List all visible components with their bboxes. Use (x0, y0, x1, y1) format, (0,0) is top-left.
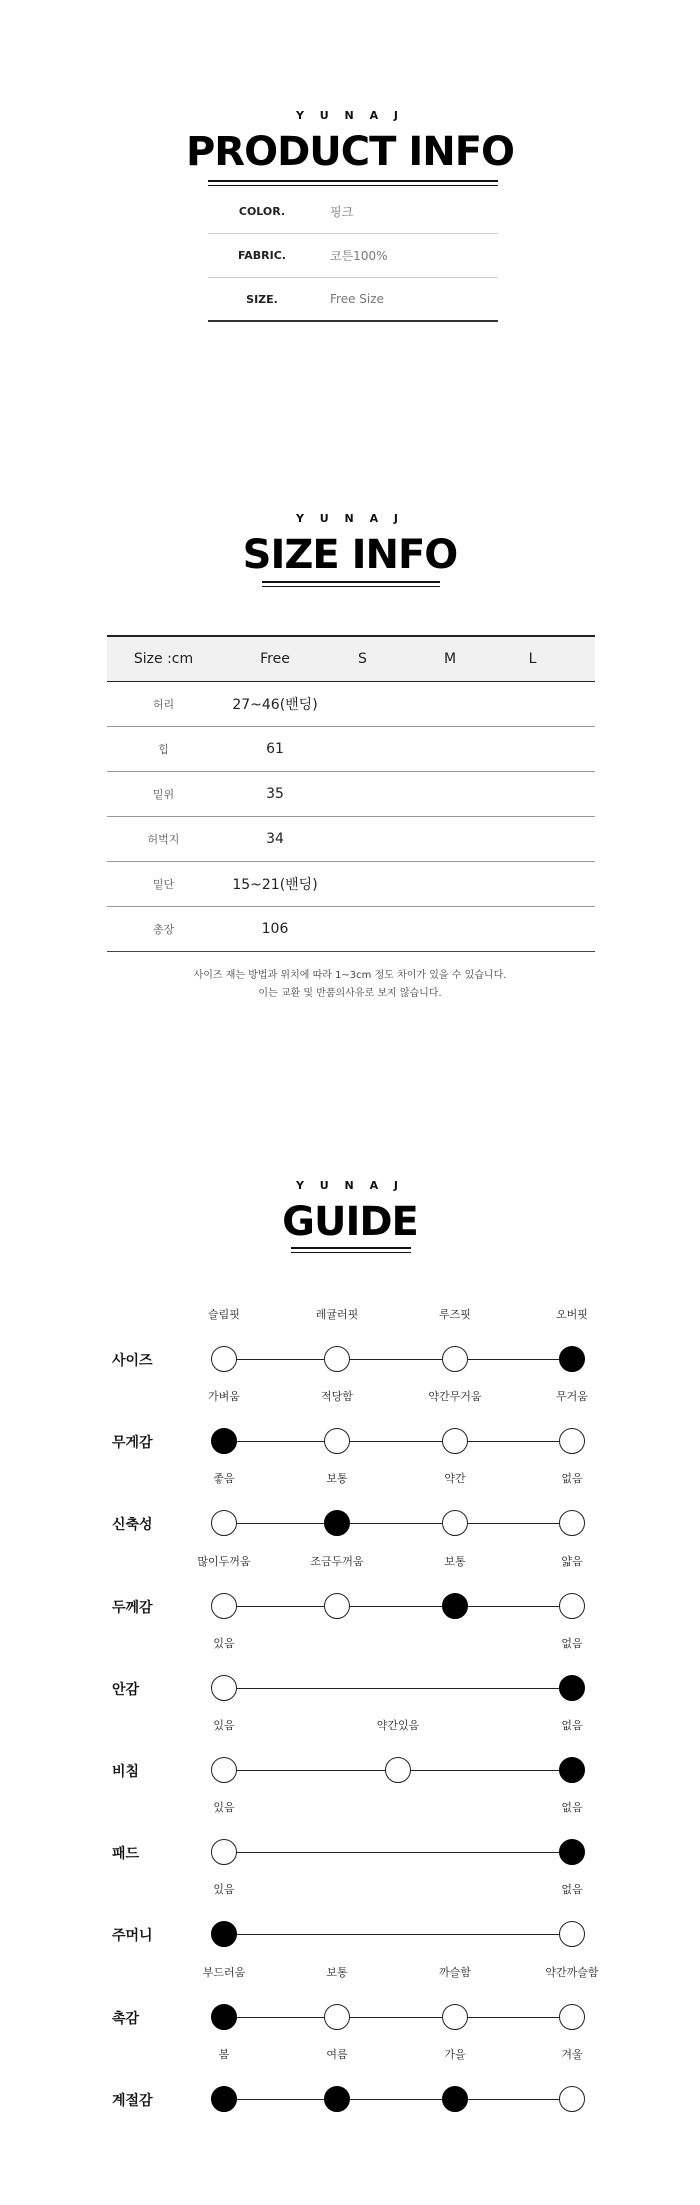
guide-option-label: 루즈핏 (439, 1308, 471, 1321)
guide-dot (442, 1346, 468, 1372)
size-note (0, 967, 700, 1003)
guide-dot (211, 1510, 237, 1536)
guide-option-label: 있음 (213, 1719, 235, 1732)
product-info-key: FABRIC. (238, 249, 286, 262)
size-row-label: 허리 (152, 698, 175, 711)
guide-row-label: 비침 (112, 1764, 140, 1780)
guide-row (0, 1553, 700, 1637)
guide-dot-selected (559, 1675, 585, 1701)
brand-label: Y U N A J (295, 1179, 405, 1192)
guide-row-label: 패드 (112, 1846, 140, 1862)
guide-dot (559, 1428, 585, 1454)
guide-option-label: 보통 (444, 1555, 466, 1568)
guide-option-label: 가을 (444, 2048, 466, 2061)
size-cell-free: 35 (266, 786, 284, 802)
size-row-label: 밑위 (152, 788, 175, 801)
product-info-row-fabric (208, 234, 498, 278)
guide-option-label: 약간있음 (376, 1719, 420, 1732)
guide-scale-line (224, 1523, 572, 1524)
guide-row-label: 무게감 (112, 1435, 153, 1451)
guide-option-label: 슬림핏 (208, 1308, 240, 1321)
size-table-row (107, 727, 595, 772)
product-info-value: Free Size (330, 292, 384, 306)
guide-scale-line (224, 1359, 572, 1360)
size-note-line: 이는 교환 및 반품의사유로 보지 않습니다. (258, 988, 442, 999)
guide-option-label: 약간 (444, 1472, 466, 1485)
guide-option-label: 없음 (561, 1801, 583, 1814)
size-row-label: 힙 (158, 743, 169, 756)
brand-label: Y U N A J (295, 512, 405, 525)
size-header-cell: L (528, 651, 537, 667)
size-cell-free: 15~21(밴딩) (232, 877, 318, 893)
guide-row (0, 1470, 700, 1554)
guide-dot-selected (559, 1839, 585, 1865)
size-header-cell: S (358, 651, 367, 667)
guide-row-label: 촉감 (112, 2011, 140, 2027)
size-table-row (107, 772, 595, 817)
guide-dot (559, 1510, 585, 1536)
guide-dot (442, 1510, 468, 1536)
product-info-table (208, 190, 498, 322)
product-info-title: PRODUCT INFO (185, 129, 515, 175)
guide-dot (324, 2004, 350, 2030)
guide-row-label: 두께감 (112, 1600, 153, 1616)
guide-row (0, 1881, 700, 1965)
brand-label: Y U N A J (295, 109, 405, 122)
size-header-cell: M (443, 651, 457, 667)
guide-option-label: 좋음 (213, 1472, 235, 1485)
guide-row-label: 주머니 (112, 1928, 153, 1944)
guide-option-label: 약간무거움 (428, 1390, 482, 1403)
guide-dot (324, 1593, 350, 1619)
guide-dot (559, 2086, 585, 2112)
size-note-line: 사이즈 재는 방법과 위치에 따라 1~3cm 정도 차이가 있을 수 있습니다. (193, 970, 507, 981)
guide-scale-line (224, 2017, 572, 2018)
guide-option-label: 약간까슬함 (545, 1966, 599, 1979)
guide-row (0, 2046, 700, 2130)
guide-row (0, 1635, 700, 1719)
guide-option-label: 가벼움 (208, 1390, 240, 1403)
guide-dot-selected (324, 1510, 350, 1536)
guide-scale-line (224, 1852, 572, 1853)
guide-dot (211, 1675, 237, 1701)
size-info-table (107, 635, 595, 952)
guide-option-label: 조금두꺼움 (310, 1555, 364, 1568)
size-cell-free: 61 (266, 741, 284, 757)
guide-row (0, 1388, 700, 1472)
guide-scale-line (224, 1688, 572, 1689)
product-info-row-color (208, 190, 498, 234)
guide-scale-line (224, 2099, 572, 2100)
guide-option-label: 없음 (561, 1472, 583, 1485)
guide-option-label: 까슬함 (439, 1966, 471, 1979)
size-cell-free: 34 (266, 831, 284, 847)
guide-row (0, 1799, 700, 1883)
guide-option-label: 있음 (213, 1801, 235, 1814)
guide-option-label: 많이두꺼움 (197, 1555, 251, 1568)
guide-option-label: 부드러움 (202, 1966, 246, 1979)
guide-dot-selected (442, 1593, 468, 1619)
guide-option-label: 있음 (213, 1637, 235, 1650)
guide-option-label: 없음 (561, 1719, 583, 1732)
size-header-cell: Free (260, 651, 290, 667)
guide-dot (211, 1839, 237, 1865)
guide-dot (211, 1346, 237, 1372)
guide-row (0, 1964, 700, 2048)
size-row-label: 허벅지 (147, 833, 180, 846)
product-info-value: 핑크 (330, 205, 354, 219)
guide-option-label: 있음 (213, 1883, 235, 1896)
guide-dot-selected (442, 2086, 468, 2112)
guide-option-label: 무거움 (556, 1390, 588, 1403)
product-info-key: COLOR. (238, 205, 286, 218)
size-table-row (107, 817, 595, 862)
guide-dot-selected (559, 1346, 585, 1372)
guide-dot-selected (211, 2004, 237, 2030)
guide-option-label: 여름 (326, 2048, 348, 2061)
guide-option-label: 오버핏 (556, 1308, 588, 1321)
guide-dot (211, 1593, 237, 1619)
guide-dot (559, 1921, 585, 1947)
guide-option-label: 겨울 (561, 2048, 583, 2061)
size-table-row (107, 907, 595, 952)
size-table-row (107, 862, 595, 907)
guide-dot (324, 1346, 350, 1372)
guide-dot-selected (211, 2086, 237, 2112)
guide-row-label: 안감 (112, 1682, 140, 1698)
guide-scale-line (224, 1606, 572, 1607)
size-info-title: SIZE INFO (242, 532, 458, 578)
guide-row-label: 신축성 (112, 1517, 153, 1533)
guide-dot-selected (211, 1921, 237, 1947)
guide-dot-selected (211, 1428, 237, 1454)
guide-dot-selected (559, 1757, 585, 1783)
size-row-label: 총장 (152, 923, 175, 936)
guide-row (0, 1306, 700, 1390)
guide-row (0, 1717, 700, 1801)
guide-dot (385, 1757, 411, 1783)
size-cell-free: 27~46(밴딩) (232, 697, 318, 713)
guide-dot (211, 1757, 237, 1783)
product-info-row-size (208, 278, 498, 322)
guide-option-label: 얇음 (561, 1555, 583, 1568)
size-cell-free: 106 (261, 921, 289, 937)
guide-dot-selected (324, 2086, 350, 2112)
guide-scale-line (224, 1441, 572, 1442)
guide-dot (559, 1593, 585, 1619)
guide-option-label: 봄 (218, 2048, 230, 2061)
product-info-value: 코튼100% (330, 249, 388, 263)
product-info-key: SIZE. (246, 292, 278, 306)
guide-option-label: 적당함 (321, 1390, 353, 1403)
guide-option-label: 레귤러핏 (315, 1308, 359, 1321)
guide-scale-line (224, 1934, 572, 1935)
guide-option-label: 없음 (561, 1637, 583, 1650)
guide-option-label: 보통 (326, 1966, 348, 1979)
guide-dot (442, 1428, 468, 1454)
guide-option-label: 없음 (561, 1883, 583, 1896)
size-header-cell: Size :cm (133, 651, 194, 667)
size-row-label: 밑단 (152, 878, 175, 891)
size-table-header (107, 635, 595, 682)
guide-dot (442, 2004, 468, 2030)
guide-dot (324, 1428, 350, 1454)
guide-row-label: 사이즈 (112, 1353, 153, 1369)
guide-option-label: 보통 (326, 1472, 348, 1485)
guide-row-label: 계절감 (112, 2093, 153, 2109)
size-table-row (107, 682, 595, 727)
guide-title: GUIDE (282, 1199, 418, 1245)
guide-dot (559, 2004, 585, 2030)
